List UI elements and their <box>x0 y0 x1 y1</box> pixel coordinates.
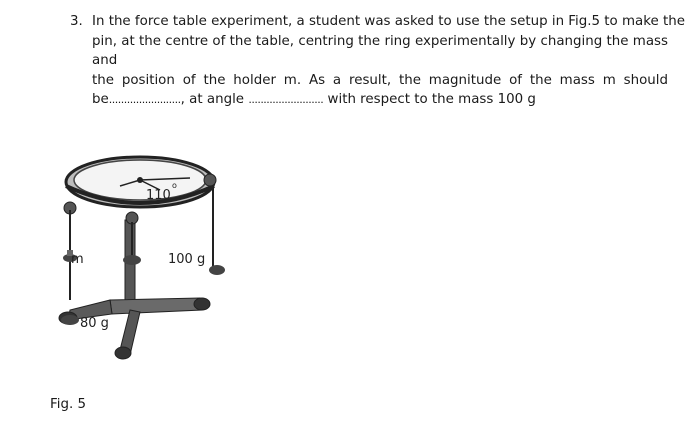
question-line-1 <box>70 12 685 32</box>
magnitude-blank: ........................ <box>108 93 181 106</box>
line-4-end: with respect to the mass 100 g <box>327 92 536 107</box>
line-4-mid: , at angle <box>180 92 245 107</box>
hanging-mass-100g <box>209 185 225 275</box>
force-table-top <box>66 157 214 207</box>
mass-m-label: m <box>71 252 84 267</box>
mass-80g-label: 80 g <box>80 316 109 331</box>
hanging-mass-80g <box>61 315 79 325</box>
force-table-figure <box>50 150 240 365</box>
angle-blank: ......................... <box>248 93 324 106</box>
tripod-base <box>59 220 210 359</box>
figure-caption: Fig. 5 <box>50 397 86 412</box>
mass-100g-label: 100 g <box>168 252 206 267</box>
question-text-line-3: the position of the holder m. As a result, the magnitude of the mass m should <box>92 72 668 88</box>
angle-label: 110 <box>146 188 171 203</box>
question-text-line-4 <box>70 90 668 110</box>
question-text-line-2: pin, at the centre of the table, centring the ring experimentally by changing the mass and <box>92 33 668 68</box>
question-text-line-1: In the force table experiment, a student was asked to use the setup in Fig.5 to make the <box>92 14 685 29</box>
question-number: 3. <box>70 14 83 29</box>
degree-symbol: o <box>172 181 177 190</box>
question-3 <box>70 12 685 110</box>
line-4-start: be <box>92 92 109 107</box>
